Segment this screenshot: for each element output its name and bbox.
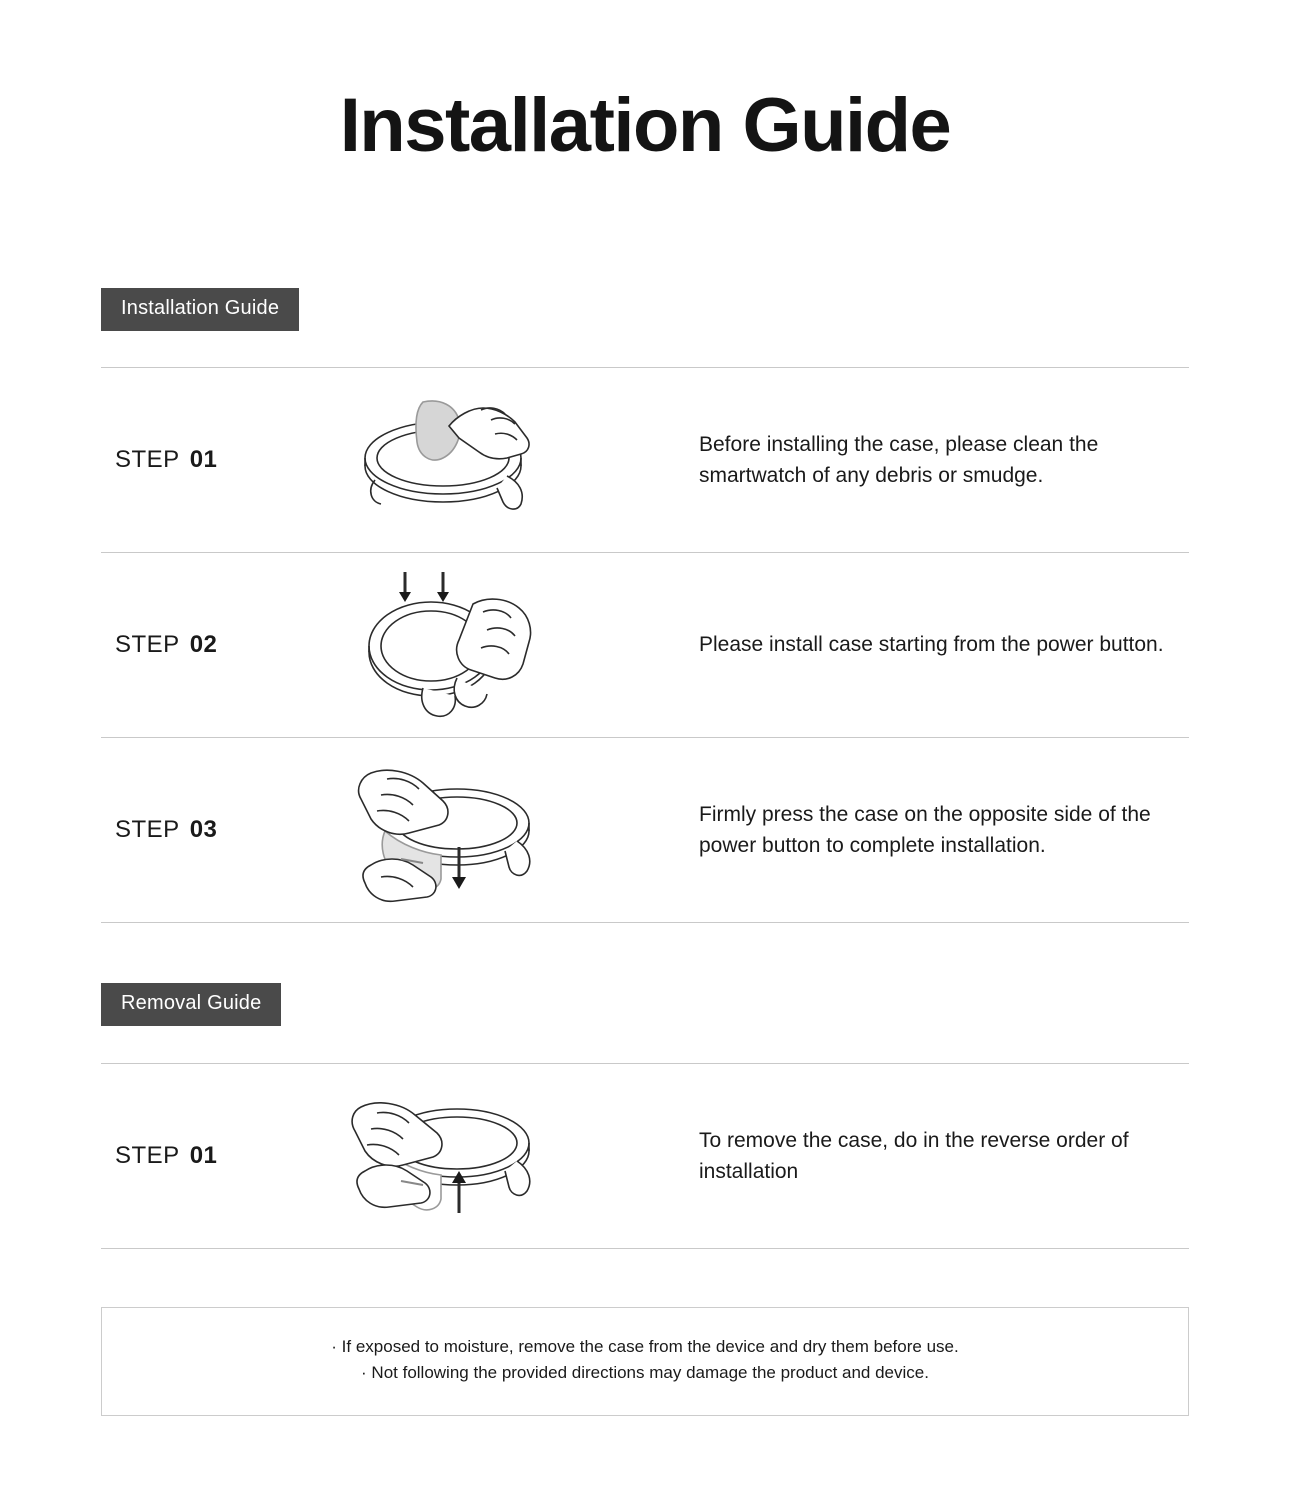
step-word: STEP [115,1142,180,1169]
step-number: 03 [189,816,218,843]
watch-remove-case-icon [301,1064,601,1248]
watch-cleaning-cloth-icon [301,368,601,552]
step-label [101,1064,301,1248]
step-description-text: Please install case starting from the power button. [699,633,1164,657]
notes-box [101,1307,1189,1416]
step-number: 01 [189,446,218,473]
step-description [601,368,1189,552]
removal-steps-list [101,1063,1189,1249]
step-number: 02 [189,631,218,658]
watch-press-power-button-icon [301,553,601,737]
step-word: STEP [115,816,180,843]
removal-section-header [101,983,1290,1026]
installation-steps-list [101,367,1189,923]
step-label [101,368,301,552]
step-description [601,738,1189,922]
step-word: STEP [115,446,180,473]
note-line: · If exposed to moisture, remove the case from the device and dry them before use. [331,1337,959,1356]
step-description-text: Before installing the case, please clean the smartwatch of any debris or smudge. [699,432,1099,487]
list-item [101,738,1189,923]
step-label [101,553,301,737]
step-description [601,553,1189,737]
list-item [101,553,1189,738]
note-line: · Not following the provided directions may damage the product and device. [361,1363,929,1383]
page-title: Installation Guide [339,83,951,168]
step-description-text: Firmly press the case on the opposite side of the power button to complete installation. [699,802,1151,857]
installation-section-header [101,288,1290,331]
step-description [601,1064,1189,1248]
list-item [101,368,1189,553]
step-word: STEP [115,631,180,658]
step-label [101,738,301,922]
section-tag-installation: Installation Guide [101,288,299,331]
watch-press-opposite-side-icon [301,738,601,922]
step-description-text: To remove the case, do in the reverse order of installation [699,1128,1129,1183]
step-number: 01 [189,1142,218,1169]
section-tag-removal: Removal Guide [101,983,281,1026]
list-item [101,1064,1189,1249]
